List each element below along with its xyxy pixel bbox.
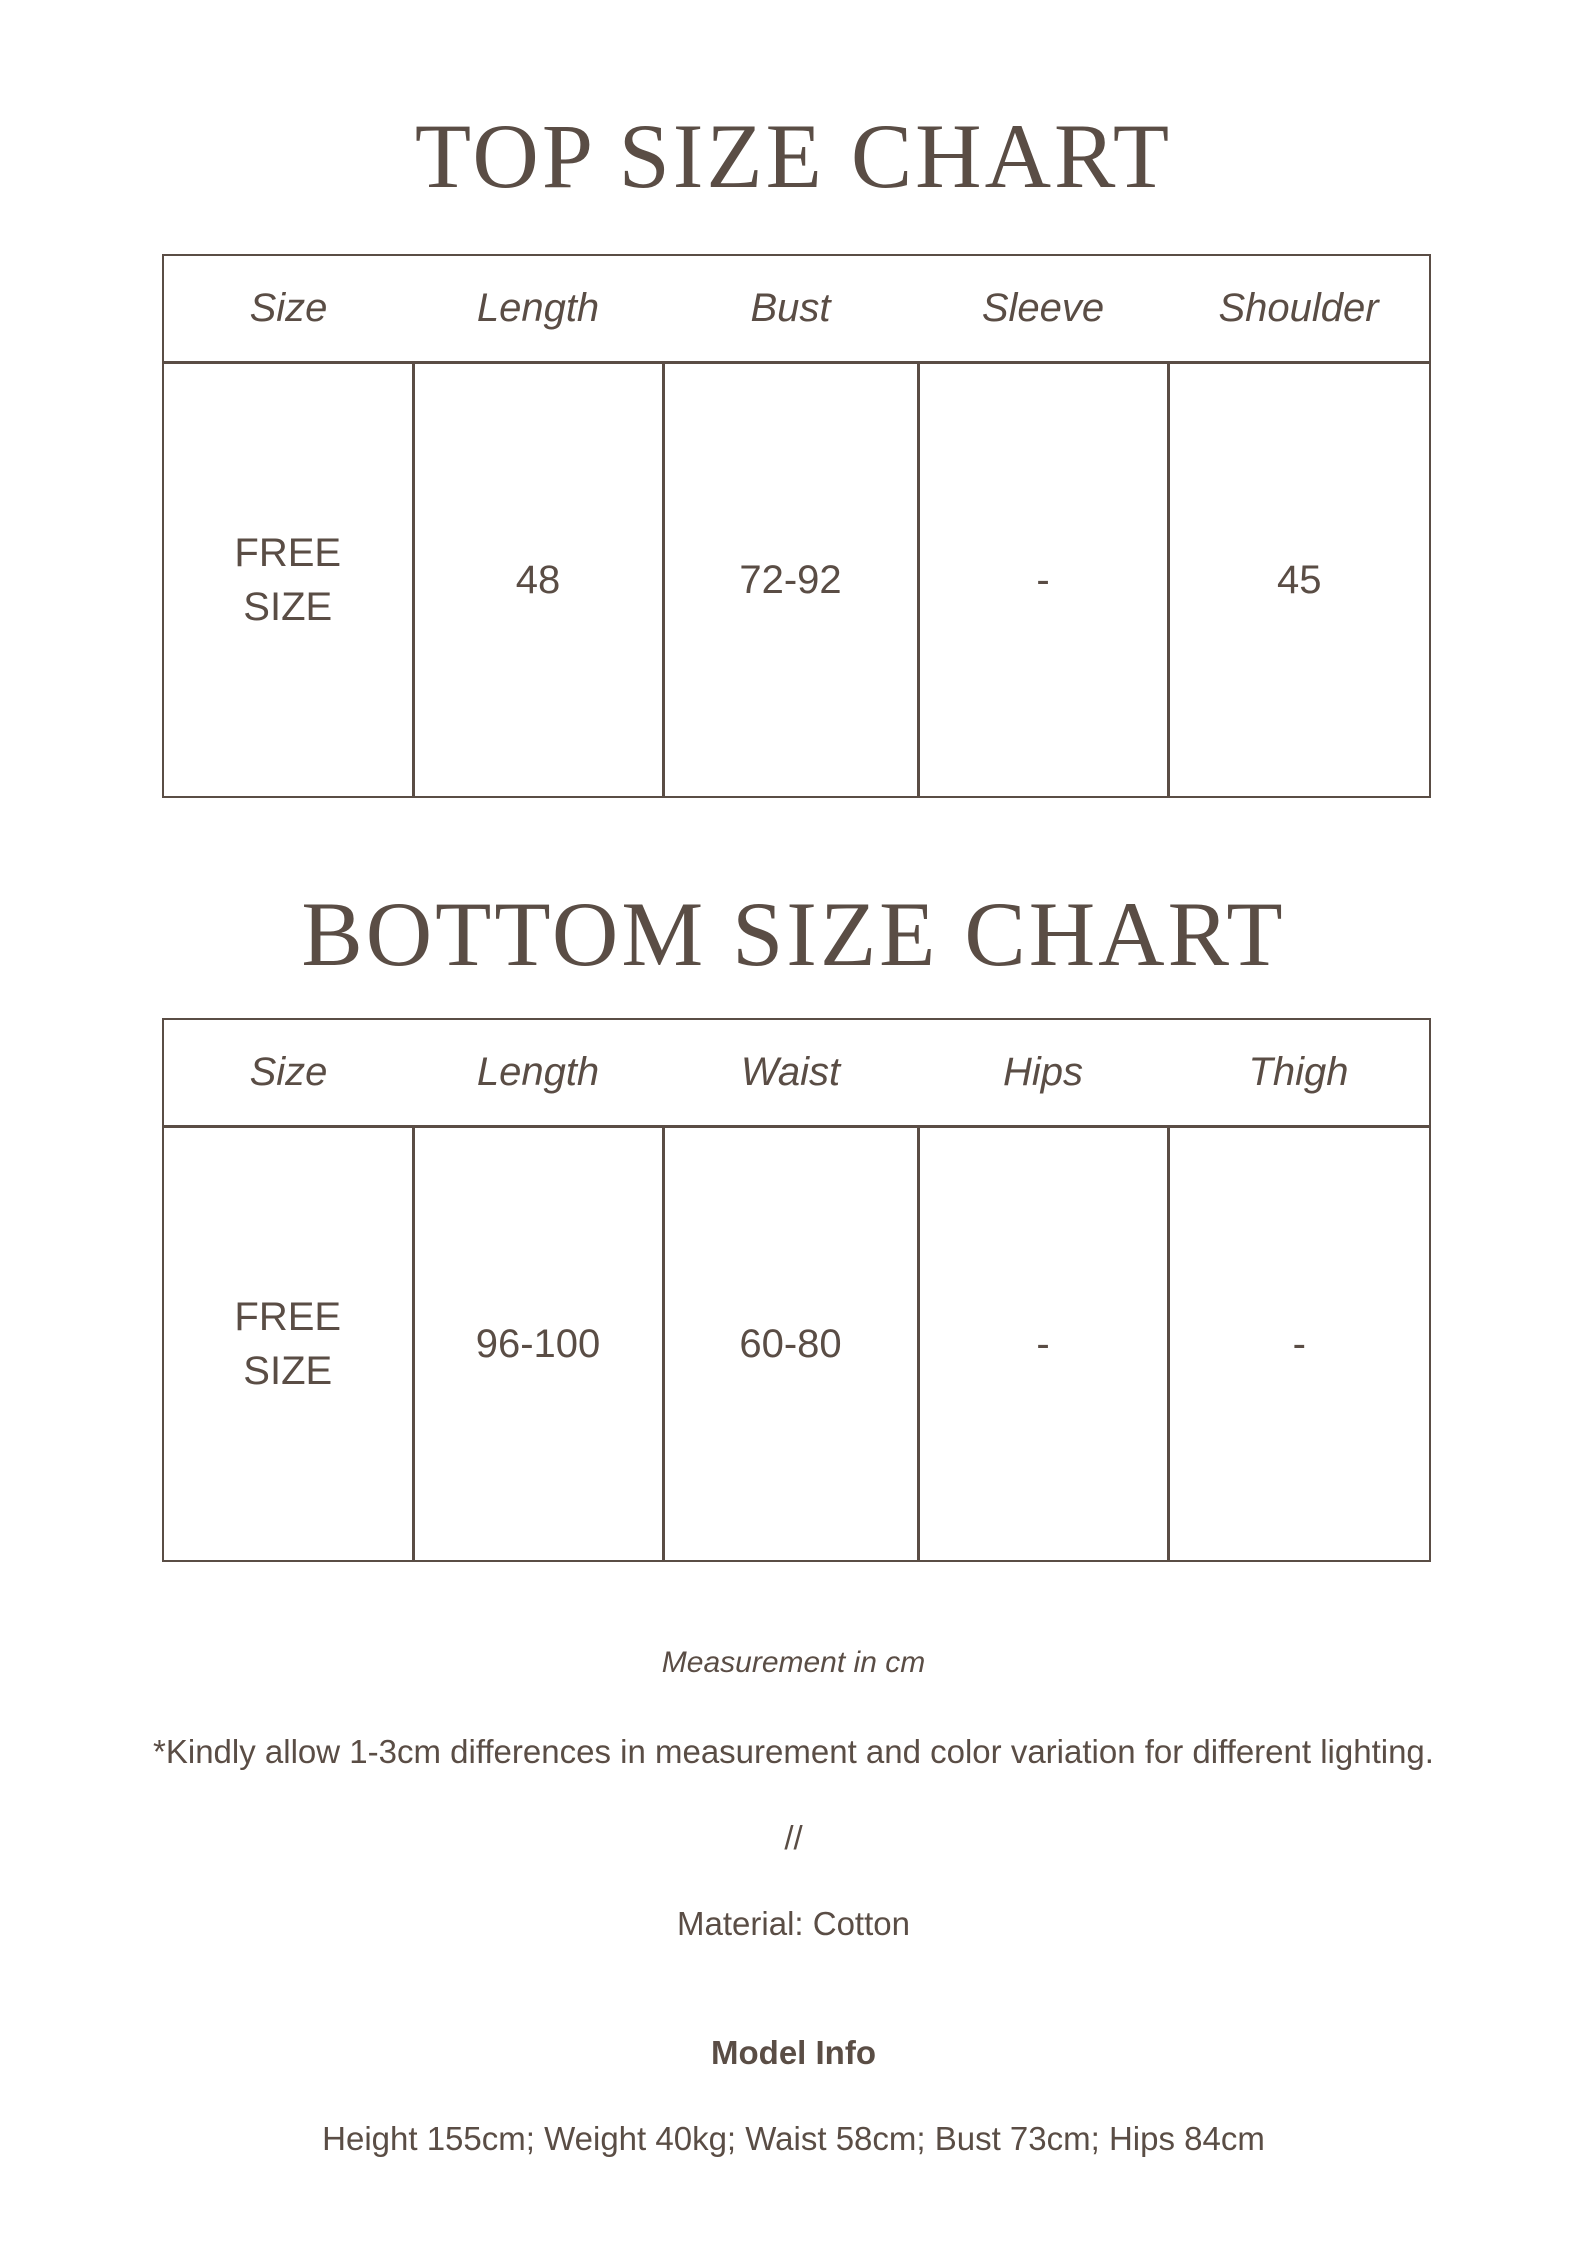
- header-size: Size: [163, 1019, 413, 1127]
- header-shoulder: Shoulder: [1168, 255, 1430, 363]
- table-header-row: [163, 255, 1430, 363]
- table-header-row: [163, 1019, 1430, 1127]
- cell-sleeve: -: [918, 363, 1168, 798]
- cell-thigh: -: [1168, 1127, 1430, 1562]
- top-size-table: [162, 254, 1431, 798]
- cell-hips: -: [918, 1127, 1168, 1562]
- measurement-unit-note: Measurement in cm: [661, 1646, 926, 1679]
- cell-size: FREE SIZE: [234, 531, 342, 629]
- header-length: Length: [413, 1019, 663, 1127]
- cell-bust: 72-92: [663, 363, 918, 798]
- disclaimer-note: *Kindly allow 1-3cm differences in measurement and color variation for different lighting.: [153, 1733, 1434, 1770]
- cell-shoulder: 45: [1168, 363, 1430, 798]
- model-info: Height 155cm; Weight 40kg; Waist 58cm; Bust 73cm; Hips 84cm: [322, 2120, 1265, 2157]
- header-sleeve: Sleeve: [918, 255, 1168, 363]
- cell-length: 96-100: [413, 1127, 663, 1562]
- material-info: Material: Cotton: [677, 1905, 910, 1942]
- model-info-heading: Model Info: [711, 2034, 876, 2071]
- table-row: [163, 1127, 1430, 1562]
- header-length: Length: [413, 255, 663, 363]
- bottom-size-table: [162, 1018, 1431, 1562]
- header-bust: Bust: [663, 255, 918, 363]
- table-row: [163, 363, 1430, 798]
- cell-waist: 60-80: [663, 1127, 918, 1562]
- header-thigh: Thigh: [1168, 1019, 1430, 1127]
- header-waist: Waist: [663, 1019, 918, 1127]
- header-size: Size: [163, 255, 413, 363]
- separator: //: [784, 1819, 803, 1856]
- cell-size: FREE SIZE: [234, 1295, 342, 1393]
- bottom-size-chart-title: BOTTOM SIZE CHART: [301, 883, 1286, 985]
- top-size-chart-title: TOP SIZE CHART: [414, 105, 1173, 207]
- header-hips: Hips: [918, 1019, 1168, 1127]
- cell-length: 48: [413, 363, 663, 798]
